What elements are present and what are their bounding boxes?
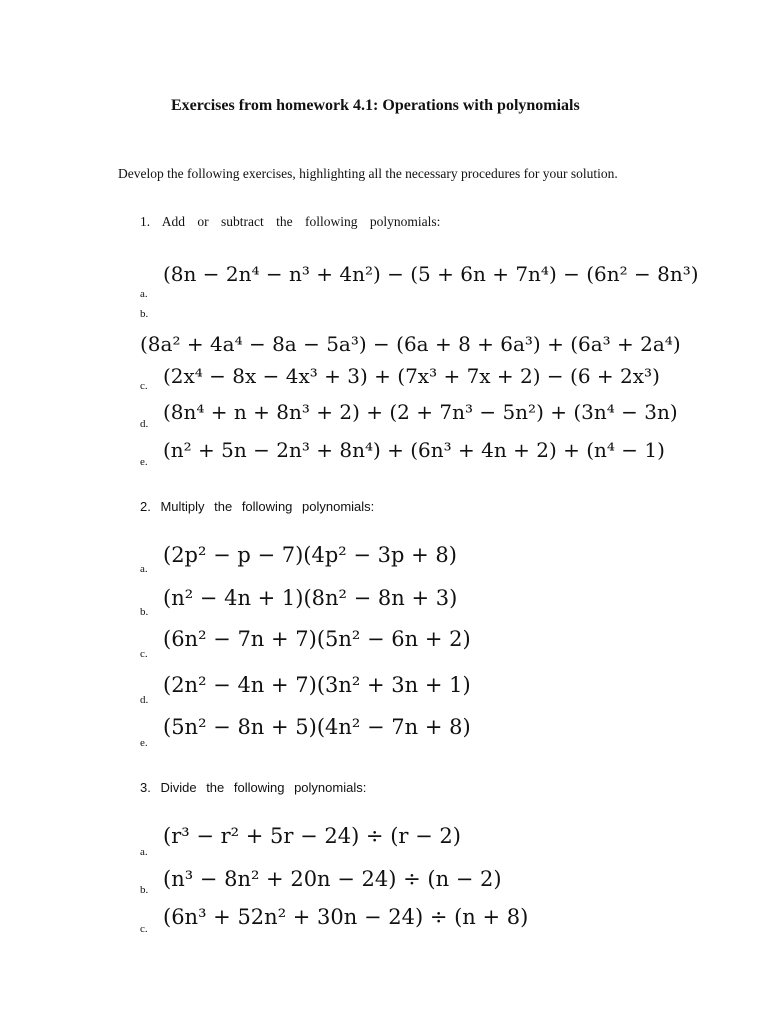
exercise-1c-label: c. [140, 380, 148, 392]
section-1-heading: 1. Add or subtract the following polynomials: [140, 214, 441, 229]
exercise-1d-expression: (8n⁴ + n + 8n³ + 2) + (2 + 7n³ − 5n²) + (3n⁴ − 3n) [163, 400, 678, 424]
exercise-1a-label: a. [140, 288, 148, 300]
instructions-paragraph: Develop the following exercises, highlighting all the necessary procedures for your solution. [118, 166, 618, 181]
exercise-3a-expression: (r³ − r² + 5r − 24) ÷ (r − 2) [163, 824, 461, 848]
exercise-3b-expression: (n³ − 8n² + 20n − 24) ÷ (n − 2) [163, 867, 502, 891]
exercise-2c-expression: (6n² − 7n + 7)(5n² − 6n + 2) [163, 627, 471, 651]
exercise-1a-expression: (8n − 2n⁴ − n³ + 4n²) − (5 + 6n + 7n⁴) − (6n² − 8n³) [163, 262, 699, 286]
exercise-2e-expression: (5n² − 8n + 5)(4n² − 7n + 8) [163, 715, 471, 739]
page-title: Exercises from homework 4.1: Operations with polynomials [171, 97, 580, 114]
exercise-2b-expression: (n² − 4n + 1)(8n² − 8n + 3) [163, 586, 458, 610]
exercise-2a-label: a. [140, 563, 148, 575]
exercise-2d-label: d. [140, 694, 149, 706]
exercise-2b-label: b. [140, 606, 149, 618]
section-3-heading: 3. Divide the following polynomials: [140, 780, 367, 795]
exercise-3c-expression: (6n³ + 52n² + 30n − 24) ÷ (n + 8) [163, 905, 529, 929]
exercise-1e-expression: (n² + 5n − 2n³ + 8n⁴) + (6n³ + 4n + 2) + (n⁴ − 1) [163, 438, 665, 462]
exercise-1b-expression: (8a² + 4a⁴ − 8a − 5a³) − (6a + 8 + 6a³) + (6a³ + 2a⁴) [140, 332, 681, 356]
exercise-3a-label: a. [140, 846, 148, 858]
exercise-2e-label: e. [140, 737, 148, 749]
exercise-2a-expression: (2p² − p − 7)(4p² − 3p + 8) [163, 543, 457, 567]
exercise-2d-expression: (2n² − 4n + 7)(3n² + 3n + 1) [163, 673, 471, 697]
exercise-1e-label: e. [140, 456, 148, 468]
exercise-3c-label: c. [140, 923, 148, 935]
exercise-1d-label: d. [140, 418, 149, 430]
exercise-3b-label: b. [140, 884, 149, 896]
exercise-2c-label: c. [140, 648, 148, 660]
exercise-1b-label: b. [140, 308, 149, 320]
exercise-1c-expression: (2x⁴ − 8x − 4x³ + 3) + (7x³ + 7x + 2) − (6 + 2x³) [163, 364, 660, 388]
section-2-heading: 2. Multiply the following polynomials: [140, 499, 375, 514]
